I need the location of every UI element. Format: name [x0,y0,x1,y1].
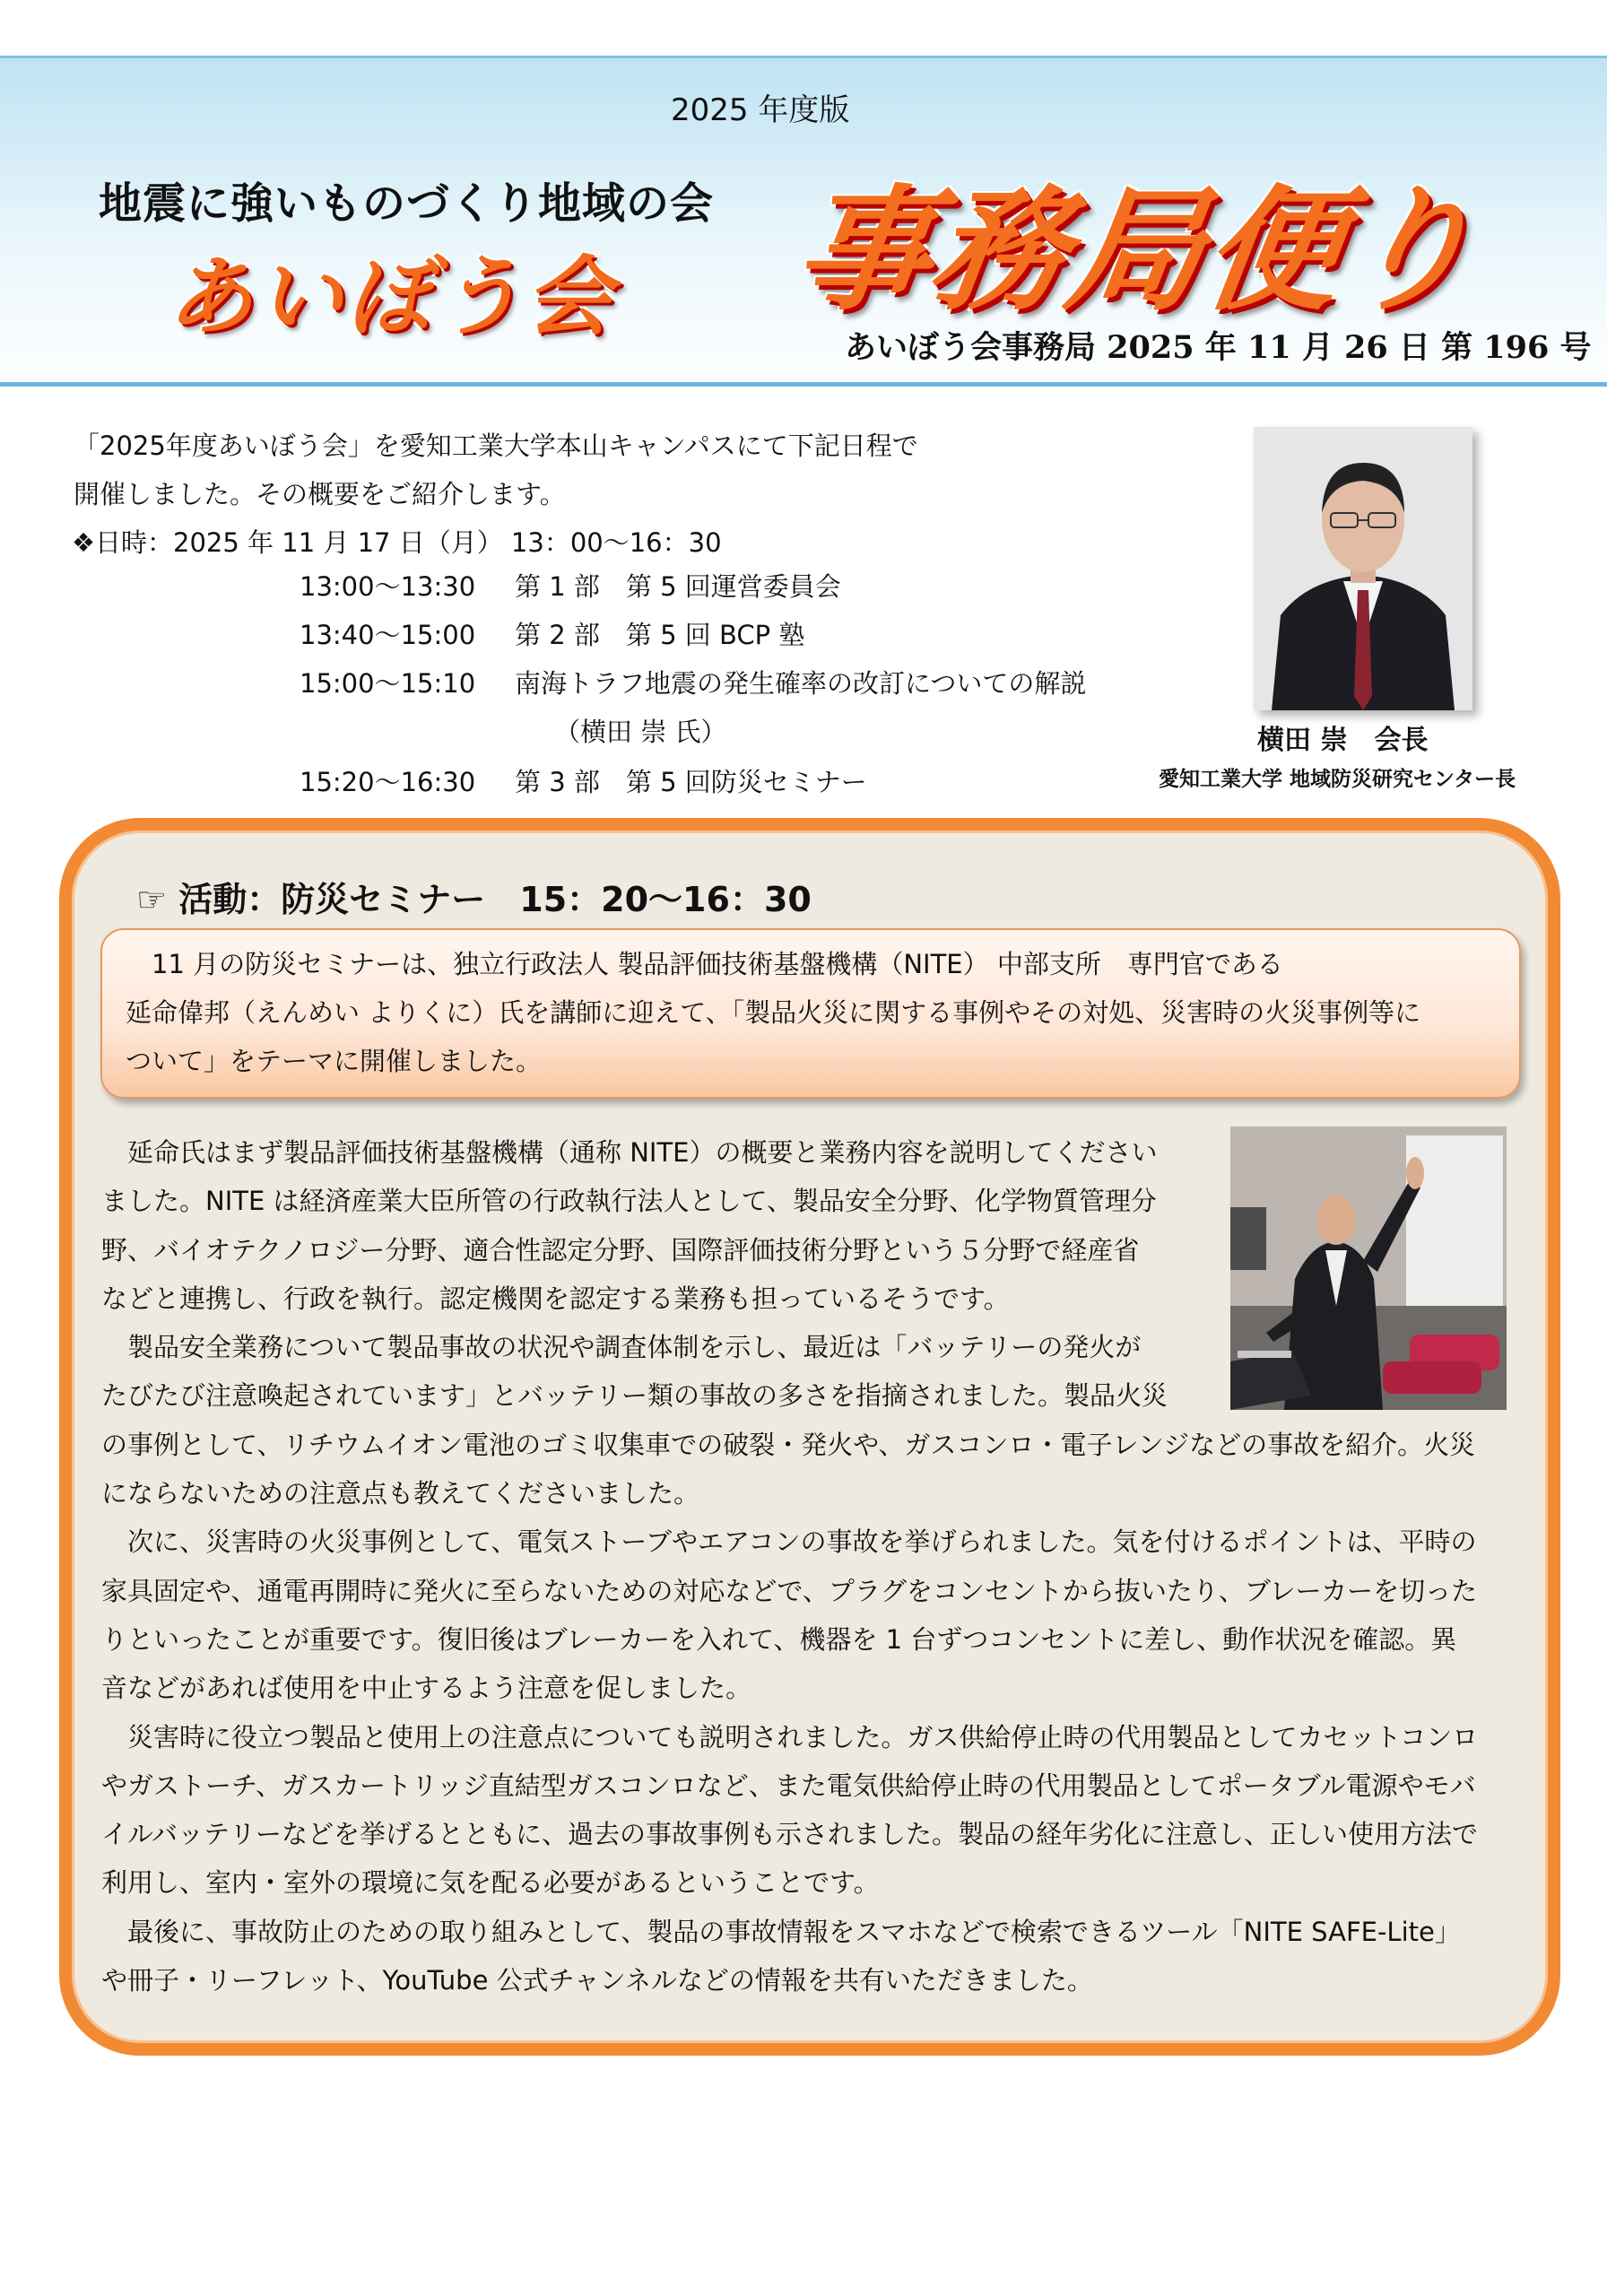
body-line: にならないための注意点も教えてくださいました。 [101,1478,700,1509]
schedule-row [300,762,867,799]
summary-line: ついて」をテーマに開催しました。 [126,1046,543,1076]
edition-label: 2025 年度版 [671,92,850,128]
schedule-row [300,615,804,652]
body-line: 利用し、室内・室外の環境に気を配る必要があるということです。 [101,1867,880,1899]
schedule-desc: 第 1 部 第 5 回運営委員会 [515,571,841,602]
body-line: やガストーチ、ガスカートリッジ直結型ガスコンロなど、また電気供給停止時の代用製品としてポータブル電源やモバ [101,1770,1476,1801]
schedule-desc: （横田 崇 氏） [554,717,727,747]
activity-heading: ☞ 活動：防災セミナー 15：20～16：30 [136,880,812,919]
summary-line: 延命偉邦（えんめい よりくに）氏を講師に迎えて、「製品火災に関する事例やその対処、災害時の火災事例等に [126,997,1421,1028]
intro-text [74,422,918,567]
schedule-desc: 第 2 部 第 5 回 BCP 塾 [515,620,805,650]
schedule-row [300,664,1086,700]
body-line: イルバッテリーなどを挙げるとともに、過去の事故事例も示されました。製品の経年劣化に注意し、正しい使用方法で [101,1819,1478,1850]
schedule-row [300,712,726,749]
chairman-name: 横田 崇 会長 [1257,725,1429,756]
schedule-desc: 第 3 部 第 5 回防災セミナー [515,767,867,797]
schedule-desc: 南海トラフ地震の発生確率の改訂についての解説 [515,668,1087,699]
body-line: や冊子・リーフレット、YouTube 公式チャンネルなどの情報を共有いただきました。 [101,1965,1093,1996]
body-line: 家具固定や、通電再開時に発火に至らないための対応などで、プラグをコンセントから抜いたり、ブレーカーを切った [101,1575,1478,1606]
schedule-time: 13:00～13:30 [300,571,476,602]
body-line: などと連携し、行政を執行。認定機関を認定する業務も担っているそうです。 [101,1283,1010,1314]
article-body [101,1128,1478,2005]
schedule-time: 15:00～15:10 [300,668,476,699]
chairman-title: 愛知工業大学 地域防災研究センター長 [1159,768,1516,791]
newsletter-title: 事務局便り [785,173,1490,329]
body-line: の事例として、リチウムイオン電池のゴミ収集車での破裂・発火や、ガスコンロ・電子レンジなどの事故を紹介。火災 [101,1429,1476,1460]
body-line: 最後に、事故防止のための取り組みとして、製品の事故情報をスマホなどで検索できるツール「NITE SAFE-Lite」 [101,1916,1461,1947]
header-divider [0,382,1607,387]
schedule-row [300,567,841,604]
organization-name: 地震に強いものづくり地域の会 [99,178,715,229]
schedule-time: 13:40～15:00 [300,620,476,650]
body-line: ました。NITE は経済産業大臣所管の行政執行法人として、製品安全分野、化学物質管理分 [101,1186,1157,1217]
intro-line: 開催しました。その概要をご紹介します。 [74,479,566,509]
chairman-photo [1254,427,1472,710]
body-line: 延命氏はまず製品評価技術基盤機構（通称 NITE）の概要と業務内容を説明してください [101,1137,1158,1168]
club-logo-text: あいぼう会 [167,247,615,347]
body-line: 音などがあれば使用を中止するよう注意を促しました。 [101,1673,752,1704]
summary-text [126,940,1420,1085]
body-line: 災害時に役立つ製品と使用上の注意点についても説明されました。ガス供給停止時の代用製品としてカセットコンロ [101,1721,1479,1752]
issue-info: あいぼう会事務局 2025 年 11 月 26 日 第 196 号 [845,329,1592,366]
body-line: たびたび注意喚起されています」とバッテリー類の事故の多さを指摘されました。製品火災 [101,1380,1168,1412]
event-date: ❖日時：2025 年 11 月 17 日（月） 13：00～16：30 [72,527,722,558]
body-line: 野、バイオテクノロジー分野、適合性認定分野、国際評価技術分野という５分野で経産省 [101,1234,1140,1265]
body-line: りといったことが重要です。復旧後はブレーカーを入れて、機器を 1 台ずつコンセントに差し、動作状況を確認。異 [101,1623,1457,1655]
intro-line: 「2025年度あいぼう会」を愛知工業大学本山キャンパスにて下記日程で [74,430,918,461]
summary-line: 11 月の防災セミナーは、独立行政法人 製品評価技術基盤機構（NITE） 中部支所 専門官である [126,949,1283,979]
body-line: 製品安全業務について製品事故の状況や調査体制を示し、最近は「バッテリーの発火が [101,1332,1142,1363]
schedule-time: 15:20～16:30 [300,767,476,797]
body-line: 次に、災害時の火災事例として、電気ストーブやエアコンの事故を挙げられました。気を付けるポイントは、平時の [101,1526,1477,1558]
